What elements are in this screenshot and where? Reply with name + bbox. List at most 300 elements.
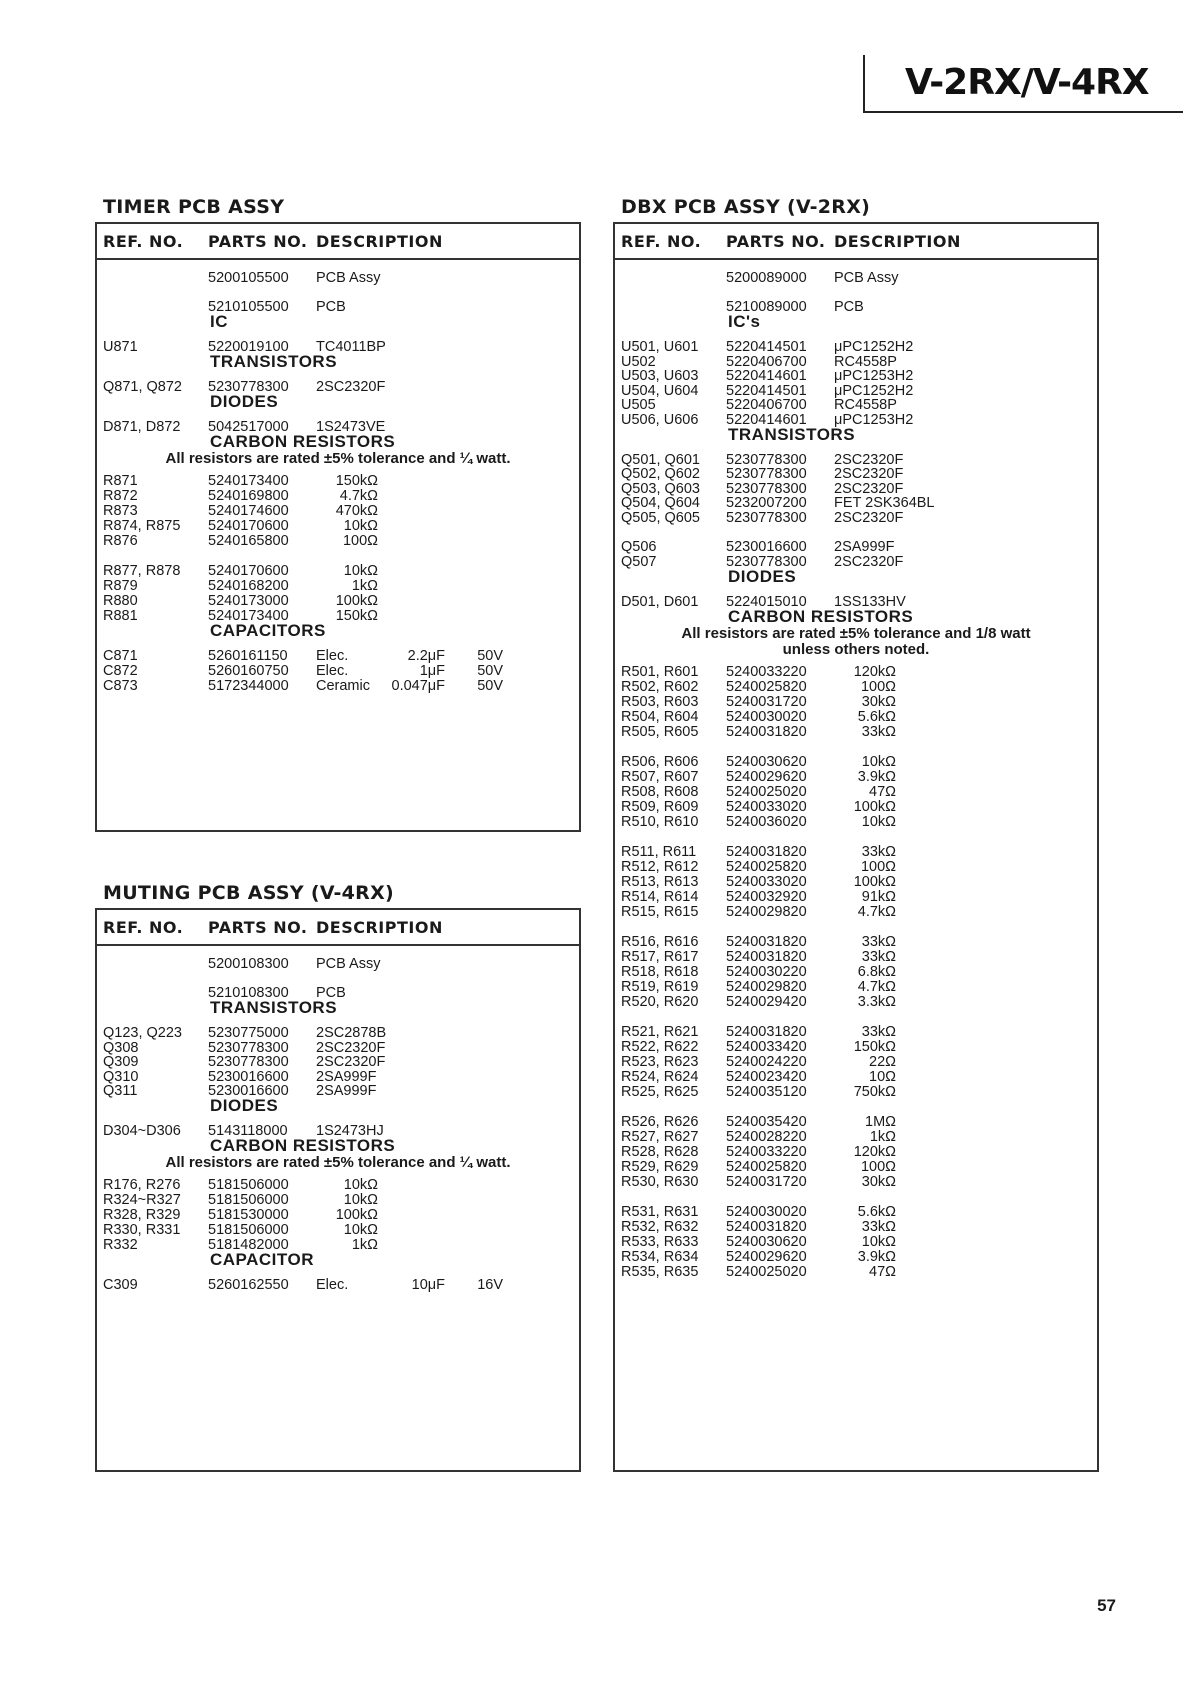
parts-no-cell: 5230778300 bbox=[726, 509, 807, 526]
value-cell: 10kΩ bbox=[343, 1222, 378, 1238]
parts-no-cell: 5240033020 bbox=[726, 873, 807, 890]
ref-no-cell: R535, R635 bbox=[621, 1263, 699, 1280]
ref-no-cell: Q309 bbox=[103, 1054, 139, 1070]
group-row bbox=[97, 432, 579, 452]
parts-no-cell: 5240029820 bbox=[726, 978, 807, 995]
description-cell: PCB bbox=[316, 985, 346, 1001]
description-cell: μPC1253H2 bbox=[834, 411, 914, 428]
parts-no-cell: 5143118000 bbox=[208, 1123, 288, 1139]
parts-no-cell: 5230778300 bbox=[726, 553, 807, 570]
resistor-row bbox=[615, 709, 1097, 725]
parts-no-cell: 5210105500 bbox=[208, 299, 289, 315]
parts-no-cell: 5240025020 bbox=[726, 1263, 807, 1280]
parts-no-cell: 5240031820 bbox=[726, 1218, 807, 1235]
header-rule-vertical bbox=[863, 55, 865, 112]
ref-no-cell: R502, R602 bbox=[621, 678, 699, 695]
description-cell: 1S2473HJ bbox=[316, 1123, 384, 1139]
parts-no-cell: 5240035420 bbox=[726, 1113, 807, 1130]
parts-no-cell: 5240165800 bbox=[208, 533, 289, 549]
value-cell: 10kΩ bbox=[343, 518, 378, 534]
value-cell: 33kΩ bbox=[861, 843, 896, 860]
group-row bbox=[615, 425, 1097, 445]
muting-table-header bbox=[97, 910, 579, 946]
value-cell: 1kΩ bbox=[869, 1128, 896, 1145]
parts-no-cell: 5181482000 bbox=[208, 1237, 289, 1253]
ref-no-cell: Q504, Q604 bbox=[621, 495, 700, 511]
parts-no-cell: 5260161150 bbox=[208, 648, 288, 664]
parts-no-cell: 5240170600 bbox=[208, 518, 289, 534]
ref-no-cell: D501, D601 bbox=[621, 593, 699, 610]
resistor-row bbox=[97, 1207, 579, 1223]
description-cell: 2SA999F bbox=[834, 539, 895, 555]
value-cell: 5.6kΩ bbox=[857, 708, 896, 725]
description-cell: PCB bbox=[316, 299, 346, 315]
voltage-cell: 50V bbox=[477, 663, 503, 679]
value-cell: 150kΩ bbox=[335, 608, 378, 624]
parts-no-cell: 5230778300 bbox=[208, 1039, 289, 1056]
col-ref-no: REF. NO. bbox=[621, 232, 702, 251]
resistor-row bbox=[97, 503, 579, 519]
timer-section-title: TIMER PCB ASSY bbox=[103, 196, 285, 218]
dbx-section-title: DBX PCB ASSY (V-2RX) bbox=[621, 196, 871, 218]
dbx-table-header bbox=[615, 224, 1097, 260]
ref-no-cell: R881 bbox=[103, 608, 138, 624]
resistor-row bbox=[97, 1177, 579, 1193]
value-cell: 33kΩ bbox=[861, 1023, 896, 1040]
resistor-row bbox=[615, 799, 1097, 815]
ref-no-cell: C309 bbox=[103, 1277, 138, 1293]
group-heading: CAPACITOR bbox=[210, 1250, 314, 1269]
ref-no-cell: Q505, Q605 bbox=[621, 509, 700, 526]
value-cell: 47Ω bbox=[869, 783, 896, 800]
ref-no-cell: R512, R612 bbox=[621, 858, 699, 875]
ref-no-cell: R511, R611 bbox=[621, 843, 697, 860]
resistor-row bbox=[97, 1192, 579, 1208]
parts-no-cell: 5240031820 bbox=[726, 843, 807, 860]
parts-no-cell: 5240036020 bbox=[726, 813, 807, 830]
group-row bbox=[97, 998, 579, 1018]
parts-no-cell: 5240033020 bbox=[726, 798, 807, 815]
capacitance-cell: 0.047μF bbox=[391, 678, 445, 694]
ref-no-cell: R528, R628 bbox=[621, 1143, 699, 1160]
capacitance-cell: 10μF bbox=[411, 1277, 445, 1293]
parts-no-cell: 5220019100 bbox=[208, 339, 289, 355]
description-cell: 2SC2320F bbox=[834, 480, 904, 497]
table-row bbox=[615, 510, 1097, 526]
description-cell: TC4011BP bbox=[316, 339, 386, 355]
description-cell: 2SC2320F bbox=[316, 1054, 386, 1070]
resistor-row bbox=[615, 889, 1097, 905]
description-cell: 2SA999F bbox=[316, 1083, 377, 1099]
description-cell: RC4558P bbox=[834, 353, 897, 370]
parts-no-cell: 5240032920 bbox=[726, 888, 807, 905]
group-row bbox=[97, 312, 579, 332]
description-cell: 2SC2320F bbox=[834, 451, 904, 468]
parts-no-cell: 5224015010 bbox=[726, 593, 807, 610]
value-cell: 33kΩ bbox=[861, 948, 896, 965]
value-cell: 100kΩ bbox=[335, 1207, 378, 1223]
parts-no-cell: 5200089000 bbox=[726, 270, 807, 286]
value-cell: 150kΩ bbox=[335, 473, 378, 489]
parts-no-cell: 5240174600 bbox=[208, 503, 289, 519]
parts-no-cell: 5240173400 bbox=[208, 608, 289, 624]
ref-no-cell: R324~R327 bbox=[103, 1192, 181, 1208]
value-cell: 10kΩ bbox=[343, 563, 378, 579]
tolerance-note: All resistors are rated ±5% tolerance and ¼ watt. bbox=[165, 1154, 511, 1171]
group-row bbox=[97, 352, 579, 372]
capacitor-row bbox=[97, 1277, 579, 1293]
value-cell: 33kΩ bbox=[861, 723, 896, 740]
parts-no-cell: 5240025820 bbox=[726, 678, 807, 695]
value-cell: 100Ω bbox=[860, 1158, 896, 1175]
ref-no-cell: U502 bbox=[621, 353, 656, 370]
resistor-row bbox=[97, 518, 579, 534]
resistor-row bbox=[615, 979, 1097, 995]
parts-no-cell: 5240031820 bbox=[726, 933, 807, 950]
resistor-row bbox=[615, 679, 1097, 695]
ref-no-cell: R879 bbox=[103, 578, 138, 594]
parts-no-cell: 5220414601 bbox=[726, 368, 807, 384]
group-heading: IC bbox=[210, 312, 228, 331]
ref-no-cell: R328, R329 bbox=[103, 1207, 181, 1223]
ref-no-cell: R503, R603 bbox=[621, 693, 699, 710]
parts-no-cell: 5260162550 bbox=[208, 1277, 289, 1293]
value-cell: 3.9kΩ bbox=[857, 1248, 896, 1265]
group-row bbox=[615, 312, 1097, 332]
resistor-row bbox=[615, 1264, 1097, 1280]
parts-no-cell: 5240030620 bbox=[726, 753, 807, 770]
parts-no-cell: 5240173000 bbox=[208, 593, 289, 609]
parts-no-cell: 5240028220 bbox=[726, 1128, 807, 1145]
ref-no-cell: R873 bbox=[103, 503, 138, 519]
value-cell: 120kΩ bbox=[853, 663, 896, 680]
value-cell: 47Ω bbox=[869, 1263, 896, 1280]
ref-no-cell: R527, R627 bbox=[621, 1128, 699, 1145]
ref-no-cell: R877, R878 bbox=[103, 563, 181, 579]
parts-no-cell: 5240031820 bbox=[726, 948, 807, 965]
value-cell: 3.9kΩ bbox=[857, 768, 896, 785]
parts-no-cell: 5240033220 bbox=[726, 663, 807, 680]
resistor-row bbox=[615, 964, 1097, 980]
parts-no-cell: 5210108300 bbox=[208, 985, 289, 1001]
description-cell: PCB Assy bbox=[316, 270, 381, 286]
group-heading: TRANSISTORS bbox=[210, 352, 338, 371]
ref-no-cell: R880 bbox=[103, 593, 138, 609]
resistor-row bbox=[615, 1054, 1097, 1070]
parts-no-cell: 5230778300 bbox=[208, 1054, 289, 1070]
parts-no-cell: 5230775000 bbox=[208, 1025, 289, 1041]
resistor-row bbox=[615, 724, 1097, 740]
ref-no-cell: R507, R607 bbox=[621, 768, 699, 785]
description-cell: PCB Assy bbox=[834, 270, 899, 286]
parts-no-cell: 5042517000 bbox=[208, 419, 289, 435]
resistor-row bbox=[97, 593, 579, 609]
capacitance-cell: 1μF bbox=[419, 663, 445, 679]
ref-no-cell: R509, R609 bbox=[621, 798, 699, 815]
parts-no-cell: 5260160750 bbox=[208, 663, 289, 679]
parts-no-cell: 5240030220 bbox=[726, 963, 807, 980]
group-row bbox=[97, 621, 579, 641]
ref-no-cell: Q507 bbox=[621, 553, 657, 570]
ref-no-cell: C871 bbox=[103, 648, 138, 664]
voltage-cell: 16V bbox=[477, 1277, 503, 1293]
capacitance-cell: 2.2μF bbox=[407, 648, 445, 664]
ref-no-cell: D871, D872 bbox=[103, 419, 181, 435]
ref-no-cell: C873 bbox=[103, 678, 138, 694]
parts-no-cell: 5240035120 bbox=[726, 1083, 807, 1100]
resistor-row bbox=[615, 1234, 1097, 1250]
group-heading: DIODES bbox=[728, 566, 797, 586]
ref-no-cell: R525, R625 bbox=[621, 1083, 699, 1100]
ref-no-cell: R504, R604 bbox=[621, 708, 699, 725]
muting-parts-table bbox=[95, 908, 581, 1472]
ref-no-cell: U503, U603 bbox=[621, 368, 699, 384]
ref-no-cell: R518, R618 bbox=[621, 963, 699, 980]
ref-no-cell: R514, R614 bbox=[621, 888, 699, 905]
tolerance-note: All resistors are rated ±5% tolerance and 1/8 watt bbox=[681, 624, 1031, 642]
value-cell: 6.8kΩ bbox=[857, 963, 896, 980]
parts-no-cell: 5181506000 bbox=[208, 1222, 289, 1238]
resistor-row bbox=[615, 1024, 1097, 1040]
resistor-row bbox=[615, 664, 1097, 680]
description-cell: Elec. bbox=[316, 663, 349, 679]
description-cell: 1SS133HV bbox=[834, 593, 906, 610]
parts-no-cell: 5240030020 bbox=[726, 1203, 807, 1220]
value-cell: 1kΩ bbox=[351, 1237, 378, 1253]
ref-no-cell: Q871, Q872 bbox=[103, 379, 182, 395]
col-ref-no: REF. NO. bbox=[103, 232, 184, 251]
ref-no-cell: R533, R633 bbox=[621, 1233, 699, 1250]
col-parts-no: PARTS NO. bbox=[208, 918, 308, 937]
description-cell: RC4558P bbox=[834, 397, 897, 413]
ref-no-cell: R505, R605 bbox=[621, 723, 699, 740]
resistor-row bbox=[97, 1222, 579, 1238]
ref-no-cell: R508, R608 bbox=[621, 783, 699, 800]
ref-no-cell: R515, R615 bbox=[621, 903, 699, 920]
description-cell: 1S2473VE bbox=[316, 419, 386, 435]
parts-no-cell: 5240029620 bbox=[726, 1248, 807, 1265]
resistor-row bbox=[615, 1039, 1097, 1055]
group-row bbox=[615, 607, 1097, 627]
value-cell: 91kΩ bbox=[861, 888, 896, 905]
parts-no-cell: 5240029820 bbox=[726, 903, 807, 920]
voltage-cell: 50V bbox=[477, 678, 503, 694]
capacitor-row bbox=[97, 648, 579, 664]
ref-no-cell: U501, U601 bbox=[621, 339, 699, 355]
description-cell: 2SC2320F bbox=[834, 553, 904, 570]
resistor-row bbox=[615, 1204, 1097, 1220]
description-cell: 2SA999F bbox=[316, 1068, 377, 1085]
group-row bbox=[97, 1136, 579, 1156]
ref-no-cell: R332 bbox=[103, 1237, 138, 1253]
resistor-row bbox=[615, 904, 1097, 920]
ref-no-cell: R529, R629 bbox=[621, 1158, 699, 1175]
resistor-row bbox=[615, 1129, 1097, 1145]
parts-no-cell: 5240169800 bbox=[208, 488, 289, 504]
parts-no-cell: 5240025020 bbox=[726, 783, 807, 800]
value-cell: 10kΩ bbox=[861, 1233, 896, 1250]
page-number: 57 bbox=[1097, 1596, 1116, 1615]
parts-no-cell: 5181506000 bbox=[208, 1192, 289, 1208]
ref-no-cell: U506, U606 bbox=[621, 411, 699, 428]
resistor-row bbox=[97, 488, 579, 504]
value-cell: 100kΩ bbox=[853, 798, 896, 815]
ref-no-cell: Q308 bbox=[103, 1039, 139, 1056]
value-cell: 750kΩ bbox=[853, 1083, 896, 1100]
resistor-row bbox=[615, 1084, 1097, 1100]
value-cell: 100kΩ bbox=[853, 873, 896, 890]
header-rule-horizontal bbox=[863, 111, 1183, 113]
value-cell: 30kΩ bbox=[861, 693, 896, 710]
parts-no-cell: 5220414501 bbox=[726, 382, 807, 399]
ref-no-cell: R520, R620 bbox=[621, 993, 699, 1010]
group-heading: IC's bbox=[728, 312, 761, 331]
parts-no-cell: 5230016600 bbox=[726, 539, 807, 555]
resistor-row bbox=[615, 694, 1097, 710]
parts-no-cell: 5220414501 bbox=[726, 339, 807, 355]
description-cell: Elec. bbox=[316, 648, 349, 664]
description-cell: Elec. bbox=[316, 1277, 349, 1293]
parts-no-cell: 5240030620 bbox=[726, 1233, 807, 1250]
resistor-row bbox=[97, 533, 579, 549]
value-cell: 100Ω bbox=[860, 858, 896, 875]
parts-no-cell: 5240033220 bbox=[726, 1143, 807, 1160]
group-heading: CAPACITORS bbox=[210, 621, 326, 640]
resistor-row bbox=[615, 769, 1097, 785]
value-cell: 100Ω bbox=[342, 533, 378, 549]
parts-no-cell: 5240024220 bbox=[726, 1053, 807, 1070]
ref-no-cell: Q310 bbox=[103, 1068, 139, 1085]
ref-no-cell: R871 bbox=[103, 473, 138, 489]
ref-no-cell: R876 bbox=[103, 533, 138, 549]
value-cell: 5.6kΩ bbox=[857, 1203, 896, 1220]
parts-no-cell: 5240023420 bbox=[726, 1068, 807, 1085]
resistor-row bbox=[97, 563, 579, 579]
parts-no-cell: 5220414601 bbox=[726, 411, 807, 428]
parts-no-cell: 5240168200 bbox=[208, 578, 289, 594]
group-heading: DIODES bbox=[210, 1096, 279, 1115]
value-cell: 100Ω bbox=[860, 678, 896, 695]
ref-no-cell: R530, R630 bbox=[621, 1173, 699, 1190]
value-cell: 1MΩ bbox=[865, 1113, 896, 1130]
description-cell: Ceramic bbox=[316, 678, 370, 694]
description-cell: 2SC2878B bbox=[316, 1025, 387, 1041]
value-cell: 10kΩ bbox=[343, 1177, 378, 1193]
resistor-row bbox=[615, 1174, 1097, 1190]
parts-no-cell: 5200108300 bbox=[208, 956, 289, 972]
ref-no-cell: R513, R613 bbox=[621, 873, 699, 890]
value-cell: 33kΩ bbox=[861, 933, 896, 950]
table-row bbox=[615, 270, 1097, 286]
value-cell: 10kΩ bbox=[861, 753, 896, 770]
parts-no-cell: 5230778300 bbox=[726, 466, 807, 482]
resistor-row bbox=[615, 994, 1097, 1010]
resistor-row bbox=[615, 1114, 1097, 1130]
ref-no-cell: R516, R616 bbox=[621, 933, 699, 950]
col-description: DESCRIPTION bbox=[834, 232, 961, 251]
ref-no-cell: Q503, Q603 bbox=[621, 480, 700, 497]
parts-no-cell: 5240031720 bbox=[726, 693, 807, 710]
ref-no-cell: Q506 bbox=[621, 539, 657, 555]
ref-no-cell: R501, R601 bbox=[621, 663, 699, 680]
group-heading: TRANSISTORS bbox=[728, 424, 856, 444]
ref-no-cell: R517, R617 bbox=[621, 948, 699, 965]
value-cell: 10kΩ bbox=[861, 813, 896, 830]
resistor-row bbox=[615, 1219, 1097, 1235]
col-description: DESCRIPTION bbox=[316, 918, 443, 937]
value-cell: 4.7kΩ bbox=[857, 903, 896, 920]
table-row bbox=[97, 956, 579, 972]
ref-no-cell: C872 bbox=[103, 663, 138, 679]
description-cell: μPC1253H2 bbox=[834, 368, 914, 384]
group-heading: DIODES bbox=[210, 392, 279, 411]
ref-no-cell: Q501, Q601 bbox=[621, 451, 700, 468]
col-description: DESCRIPTION bbox=[316, 232, 443, 251]
parts-no-cell: 5240025820 bbox=[726, 858, 807, 875]
resistor-row bbox=[615, 934, 1097, 950]
value-cell: 30kΩ bbox=[861, 1173, 896, 1190]
parts-no-cell: 5230016600 bbox=[208, 1083, 289, 1099]
parts-no-cell: 5240029620 bbox=[726, 768, 807, 785]
timer-table-header bbox=[97, 224, 579, 260]
parts-no-cell: 5220406700 bbox=[726, 353, 807, 370]
ref-no-cell: U505 bbox=[621, 397, 656, 413]
group-heading: CARBON RESISTORS bbox=[210, 1136, 396, 1155]
value-cell: 1kΩ bbox=[351, 578, 378, 594]
description-cell: μPC1252H2 bbox=[834, 339, 914, 355]
col-parts-no: PARTS NO. bbox=[208, 232, 308, 251]
value-cell: 150kΩ bbox=[853, 1038, 896, 1055]
ref-no-cell: Q502, Q602 bbox=[621, 466, 700, 482]
parts-no-cell: 5240173400 bbox=[208, 473, 289, 489]
parts-no-cell: 5230778300 bbox=[208, 379, 289, 395]
parts-no-cell: 5240170600 bbox=[208, 563, 289, 579]
value-cell: 100kΩ bbox=[335, 593, 378, 609]
value-cell: 22Ω bbox=[869, 1053, 896, 1070]
ref-no-cell: Q311 bbox=[103, 1083, 138, 1099]
description-cell: 2SC2320F bbox=[316, 379, 386, 395]
parts-no-cell: 5240025820 bbox=[726, 1158, 807, 1175]
group-heading: CARBON RESISTORS bbox=[728, 606, 914, 626]
ref-no-cell: R330, R331 bbox=[103, 1222, 181, 1238]
parts-no-cell: 5200105500 bbox=[208, 270, 289, 286]
table-row bbox=[97, 270, 579, 286]
ref-no-cell: R522, R622 bbox=[621, 1038, 699, 1055]
description-cell: 2SC2320F bbox=[834, 466, 904, 482]
resistor-row bbox=[615, 1069, 1097, 1085]
voltage-cell: 50V bbox=[477, 648, 503, 664]
ref-no-cell: R531, R631 bbox=[621, 1203, 699, 1220]
group-row bbox=[615, 567, 1097, 587]
value-cell: 470kΩ bbox=[335, 503, 378, 519]
resistor-row bbox=[615, 814, 1097, 830]
parts-no-cell: 5240033420 bbox=[726, 1038, 807, 1055]
parts-no-cell: 5172344000 bbox=[208, 678, 289, 694]
resistor-row bbox=[97, 473, 579, 489]
muting-section-title: MUTING PCB ASSY (V-4RX) bbox=[103, 882, 395, 904]
description-cell: 2SC2320F bbox=[834, 509, 904, 526]
model-title: V-2RX/V-4RX bbox=[905, 62, 1149, 103]
ref-no-cell: R176, R276 bbox=[103, 1177, 181, 1193]
resistor-row bbox=[615, 1159, 1097, 1175]
ref-no-cell: R524, R624 bbox=[621, 1068, 699, 1085]
parts-no-cell: 5240031820 bbox=[726, 1023, 807, 1040]
group-row bbox=[97, 1096, 579, 1116]
ref-no-cell: R506, R606 bbox=[621, 753, 699, 770]
group-row bbox=[97, 392, 579, 412]
parts-no-cell: 5230016600 bbox=[208, 1068, 289, 1085]
group-row bbox=[97, 1250, 579, 1270]
